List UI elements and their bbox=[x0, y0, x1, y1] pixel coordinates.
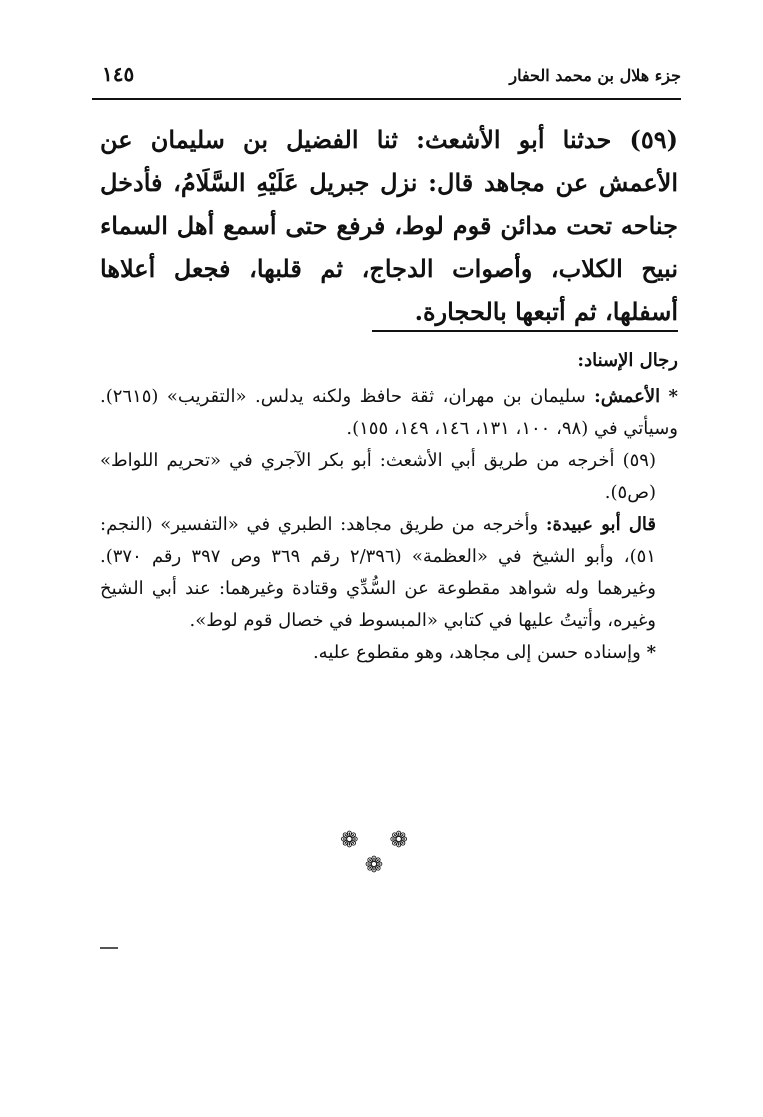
narrator-name: الأعمش: bbox=[594, 386, 661, 407]
header-rule bbox=[92, 98, 681, 100]
notes-heading: رجال الإسناد: bbox=[577, 350, 678, 371]
section-ornament: ❁ ❁ ❁ bbox=[340, 828, 420, 878]
footnotes bbox=[100, 345, 678, 669]
hadith-number: (٥٩) bbox=[629, 125, 678, 154]
footnote-separator bbox=[372, 330, 678, 332]
hadith-text bbox=[100, 118, 678, 333]
bullet-marker: * bbox=[668, 386, 678, 407]
abu-ubayda-text: وأخرجه من طريق مجاهد: الطبري في «التفسير» (النجم: ٥١)، وأبو الشيخ في «العظمة» (٢/٣٩٦ رقم ٣٦٩ وص ٣٩٧ رقم ٣٧٠). وغيرهما وله شواهد مقطوعة عن السُّدِّي وقتادة وغيرهما: عند أبي الشيخ وغيره، وأتيتُ عليها في كتابي «المبسوط في خصال قوم لوط». bbox=[100, 514, 656, 631]
abu-ubayda-note bbox=[100, 509, 678, 637]
takhrij-number: (٥٩) bbox=[622, 450, 656, 471]
takhrij-note bbox=[100, 445, 678, 509]
page-number: ١٤٥ bbox=[102, 62, 135, 86]
running-title: جزء هلال بن محمد الحفار bbox=[509, 66, 681, 85]
conclusion-note bbox=[100, 637, 678, 669]
margin-mark bbox=[100, 947, 118, 949]
narrator-note bbox=[100, 381, 678, 445]
hadith-body: حدثنا أبو الأشعث: ثنا الفضيل بن سليمان عن الأعمش عن مجاهد قال: نزل جبريل عَلَيْهِ السَّلَامُ، فأدخل جناحه تحت مدائن قوم لوط، فرفع حتى أسمع أهل السماء نبيح الكلاب، وأصوات الدجاج، ثم قلبها، فجعل أعلاها أسفلها، ثم أتبعها بالحجارة. bbox=[100, 125, 678, 326]
page-header bbox=[92, 62, 681, 92]
bullet-marker-2: * bbox=[646, 642, 656, 663]
abu-ubayda-label: قال أبو عبيدة: bbox=[545, 514, 656, 535]
conclusion-text: وإسناده حسن إلى مجاهد، وهو مقطوع عليه. bbox=[312, 642, 641, 663]
narrator-text: سليمان بن مهران، ثقة حافظ ولكنه يدلس. «التقريب» (٢٦١٥). وسيأتي في (٩٨، ١٠٠، ١٣١، ١٤٦، ١٤٩، ١٥٥). bbox=[100, 386, 678, 439]
takhrij-text: أخرجه من طريق أبي الأشعث: أبو بكر الآجري في «تحريم اللواط» (ص٥). bbox=[100, 450, 656, 503]
